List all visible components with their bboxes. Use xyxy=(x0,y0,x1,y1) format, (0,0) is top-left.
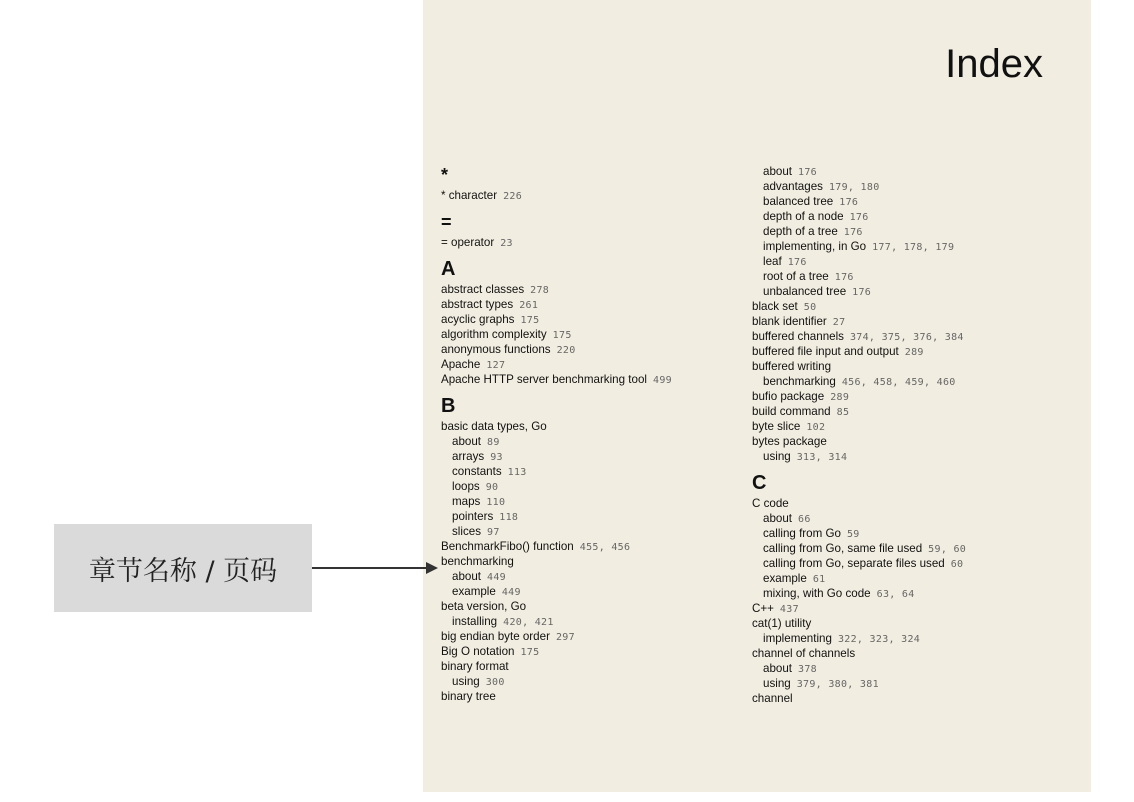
entry-term: Big O notation xyxy=(441,645,515,658)
index-subentry xyxy=(441,509,741,524)
entry-term: * character xyxy=(441,189,498,202)
index-entry xyxy=(752,601,1072,616)
index-entry xyxy=(752,691,1072,706)
index-entry xyxy=(752,646,1072,661)
entry-term: benchmarking xyxy=(441,555,514,568)
entry-pages[interactable]: 176 xyxy=(798,167,817,178)
entry-pages[interactable]: 297 xyxy=(555,632,575,643)
entry-pages[interactable]: 61 xyxy=(812,574,826,585)
entry-term: cat(1) utility xyxy=(752,617,812,630)
entry-pages[interactable]: 59, 60 xyxy=(928,544,967,555)
entry-term: anonymous functions xyxy=(441,343,551,356)
index-subentry xyxy=(752,374,1072,389)
index-subentry xyxy=(752,269,1072,284)
index-section-heading: A xyxy=(441,258,456,280)
entry-pages[interactable]: 89 xyxy=(487,437,500,448)
entry-pages[interactable]: 378 xyxy=(798,664,817,675)
index-entry xyxy=(441,372,741,387)
index-subentry xyxy=(752,556,1072,571)
entry-term: beta version, Go xyxy=(441,600,527,613)
entry-term: = operator xyxy=(441,236,495,249)
index-entry xyxy=(441,297,741,312)
entry-term: BenchmarkFibo() function xyxy=(441,540,574,553)
entry-term: bufio package xyxy=(752,390,825,403)
index-entry xyxy=(441,554,741,569)
entry-pages[interactable]: 177, 178, 179 xyxy=(872,242,955,253)
entry-pages[interactable]: 118 xyxy=(499,512,519,523)
entry-pages[interactable]: 23 xyxy=(500,238,513,249)
entry-term: bytes package xyxy=(752,435,827,448)
entry-pages[interactable]: 90 xyxy=(485,482,499,493)
index-section-heading: * xyxy=(441,165,449,185)
entry-term: about xyxy=(452,435,482,448)
entry-term: calling from Go, same file used xyxy=(763,542,923,555)
entry-pages[interactable]: 176 xyxy=(787,257,807,268)
callout-label: 章节名称 / 页码 xyxy=(88,555,278,587)
entry-pages[interactable]: 113 xyxy=(507,467,527,478)
index-subentry xyxy=(752,254,1072,269)
entry-pages[interactable]: 102 xyxy=(806,422,826,433)
entry-term: advantages xyxy=(763,180,823,193)
index-section-heading: C xyxy=(752,472,767,494)
entry-pages[interactable]: 127 xyxy=(486,360,506,371)
index-entry xyxy=(441,327,741,342)
callout-box xyxy=(54,524,312,612)
entry-term: using xyxy=(763,450,791,463)
index-entry xyxy=(752,616,1072,631)
entry-pages[interactable]: 374, 375, 376, 384 xyxy=(849,332,964,343)
index-entry xyxy=(752,299,1072,314)
entry-pages[interactable]: 220 xyxy=(556,345,576,356)
entry-pages[interactable]: 226 xyxy=(503,191,523,202)
entry-term: algorithm complexity xyxy=(441,328,547,341)
entry-term: using xyxy=(763,677,791,690)
index-subentry xyxy=(441,674,741,689)
index-subentry xyxy=(441,464,741,479)
entry-term: constants xyxy=(452,465,502,478)
entry-term: example xyxy=(763,572,807,585)
entry-term: unbalanced tree xyxy=(763,285,847,298)
entry-term: calling from Go xyxy=(763,527,841,540)
index-entry xyxy=(441,629,741,644)
index-subentry xyxy=(752,526,1072,541)
entry-term: abstract types xyxy=(441,298,514,311)
entry-term: installing xyxy=(452,615,498,628)
entry-term: basic data types, Go xyxy=(441,420,547,433)
index-subentry xyxy=(441,524,741,539)
entry-pages[interactable]: 289 xyxy=(830,392,850,403)
entry-term: pointers xyxy=(452,510,494,523)
index-subentry xyxy=(752,571,1072,586)
entry-term: loops xyxy=(452,480,480,493)
index-subentry xyxy=(752,209,1072,224)
entry-pages[interactable]: 313, 314 xyxy=(796,452,848,463)
index-section-heading: = xyxy=(441,212,452,232)
index-subentry xyxy=(441,449,741,464)
entry-term: Apache HTTP server benchmarking tool xyxy=(441,373,647,386)
entry-term: C++ xyxy=(752,602,774,615)
entry-term: leaf xyxy=(763,255,782,268)
entry-term: big endian byte order xyxy=(441,630,550,643)
entry-pages[interactable]: 437 xyxy=(779,604,799,615)
entry-term: about xyxy=(452,570,482,583)
index-subentry xyxy=(752,164,1072,179)
entry-pages[interactable]: 379, 380, 381 xyxy=(796,679,879,690)
index-subentry xyxy=(752,631,1072,646)
index-entry xyxy=(441,659,741,674)
entry-term: balanced tree xyxy=(763,195,834,208)
entry-term: using xyxy=(452,675,480,688)
entry-term: calling from Go, separate files used xyxy=(763,557,945,570)
entry-term: mixing, with Go code xyxy=(763,587,871,600)
index-page xyxy=(423,0,1091,792)
index-section-heading: B xyxy=(441,395,456,417)
entry-pages[interactable]: 456, 458, 459, 460 xyxy=(841,377,956,388)
entry-pages[interactable]: 499 xyxy=(653,375,672,386)
entry-term: arrays xyxy=(452,450,485,463)
entry-pages[interactable]: 175 xyxy=(520,315,540,326)
index-subentry xyxy=(441,584,741,599)
index-subentry xyxy=(752,661,1072,676)
entry-pages[interactable]: 300 xyxy=(485,677,505,688)
index-entry xyxy=(441,644,741,659)
index-column-right xyxy=(752,164,1072,706)
entry-pages[interactable]: 449 xyxy=(501,587,521,598)
index-entry xyxy=(752,496,1072,511)
entry-pages[interactable]: 110 xyxy=(486,497,506,508)
entry-pages[interactable]: 175 xyxy=(552,330,572,341)
entry-pages[interactable]: 449 xyxy=(487,572,506,583)
index-subentry xyxy=(752,676,1072,691)
entry-term: binary format xyxy=(441,660,509,673)
index-entry xyxy=(752,434,1072,449)
entry-pages[interactable]: 322, 323, 324 xyxy=(837,634,921,645)
index-entry xyxy=(441,282,741,297)
entry-pages[interactable]: 420, 421 xyxy=(503,617,554,628)
index-subentry xyxy=(752,284,1072,299)
entry-pages[interactable]: 278 xyxy=(530,285,550,296)
entry-pages[interactable]: 27 xyxy=(832,317,846,328)
index-entry xyxy=(441,342,741,357)
index-entry xyxy=(441,357,741,372)
index-entry xyxy=(441,689,741,704)
entry-pages[interactable]: 176 xyxy=(849,212,869,223)
index-entry xyxy=(752,389,1072,404)
entry-term: acyclic graphs xyxy=(441,313,515,326)
page-title: Index xyxy=(945,42,1043,86)
entry-pages[interactable]: 60 xyxy=(950,559,964,570)
index-subentry xyxy=(752,224,1072,239)
entry-term: buffered writing xyxy=(752,360,832,373)
entry-term: binary tree xyxy=(441,690,496,703)
index-subentry xyxy=(752,194,1072,209)
entry-pages[interactable]: 175 xyxy=(520,647,540,658)
index-subentry xyxy=(752,179,1072,194)
index-entry xyxy=(441,188,741,203)
index-subentry xyxy=(441,494,741,509)
index-subentry xyxy=(752,239,1072,254)
entry-term: maps xyxy=(452,495,481,508)
entry-pages[interactable]: 50 xyxy=(803,302,817,313)
entry-term: build command xyxy=(752,405,831,418)
entry-pages[interactable]: 176 xyxy=(843,227,863,238)
entry-term: example xyxy=(452,585,496,598)
index-subentry xyxy=(441,479,741,494)
index-entry xyxy=(441,599,741,614)
entry-term: buffered file input and output xyxy=(752,345,899,358)
index-subentry xyxy=(752,541,1072,556)
entry-term: slices xyxy=(452,525,481,538)
entry-term: buffered channels xyxy=(752,330,844,343)
entry-term: C code xyxy=(752,497,789,510)
entry-pages[interactable]: 66 xyxy=(798,514,811,525)
index-entry xyxy=(441,419,741,434)
entry-term: blank identifier xyxy=(752,315,827,328)
entry-term: channel of channels xyxy=(752,647,856,660)
entry-pages[interactable]: 93 xyxy=(490,452,503,463)
index-subentry xyxy=(441,569,741,584)
index-entry xyxy=(752,404,1072,419)
index-subentry xyxy=(752,586,1072,601)
index-subentry xyxy=(752,449,1072,464)
entry-term: about xyxy=(763,512,793,525)
index-column-left xyxy=(441,164,741,704)
entry-pages[interactable]: 97 xyxy=(487,527,500,538)
callout-arrow-line xyxy=(312,567,428,569)
entry-term: benchmarking xyxy=(763,375,836,388)
entry-pages[interactable]: 85 xyxy=(836,407,850,418)
entry-pages[interactable]: 289 xyxy=(904,347,924,358)
entry-term: abstract classes xyxy=(441,283,525,296)
entry-pages[interactable]: 63, 64 xyxy=(876,589,915,600)
index-entry xyxy=(752,314,1072,329)
index-entry xyxy=(441,312,741,327)
entry-term: depth of a node xyxy=(763,210,844,223)
index-entry xyxy=(752,419,1072,434)
entry-pages[interactable]: 455, 456 xyxy=(579,542,631,553)
entry-pages[interactable]: 179, 180 xyxy=(828,182,880,193)
entry-term: channel xyxy=(752,692,793,705)
index-subentry xyxy=(752,511,1072,526)
entry-pages[interactable]: 176 xyxy=(852,287,872,298)
entry-term: implementing xyxy=(763,632,832,645)
entry-term: root of a tree xyxy=(763,270,829,283)
index-entry xyxy=(441,235,741,250)
index-subentry xyxy=(441,434,741,449)
index-entry xyxy=(441,539,741,554)
entry-term: implementing, in Go xyxy=(763,240,867,253)
entry-pages[interactable]: 59 xyxy=(846,529,860,540)
entry-term: Apache xyxy=(441,358,481,371)
index-entry xyxy=(752,344,1072,359)
entry-pages[interactable]: 261 xyxy=(519,300,539,311)
index-entry xyxy=(752,359,1072,374)
entry-term: depth of a tree xyxy=(763,225,838,238)
entry-pages[interactable]: 176 xyxy=(834,272,854,283)
index-subentry xyxy=(441,614,741,629)
entry-term: byte slice xyxy=(752,420,801,433)
arrow-right-icon xyxy=(426,562,438,574)
entry-pages[interactable]: 176 xyxy=(839,197,859,208)
index-entry xyxy=(752,329,1072,344)
entry-term: black set xyxy=(752,300,798,313)
entry-term: about xyxy=(763,662,793,675)
entry-term: about xyxy=(763,165,793,178)
